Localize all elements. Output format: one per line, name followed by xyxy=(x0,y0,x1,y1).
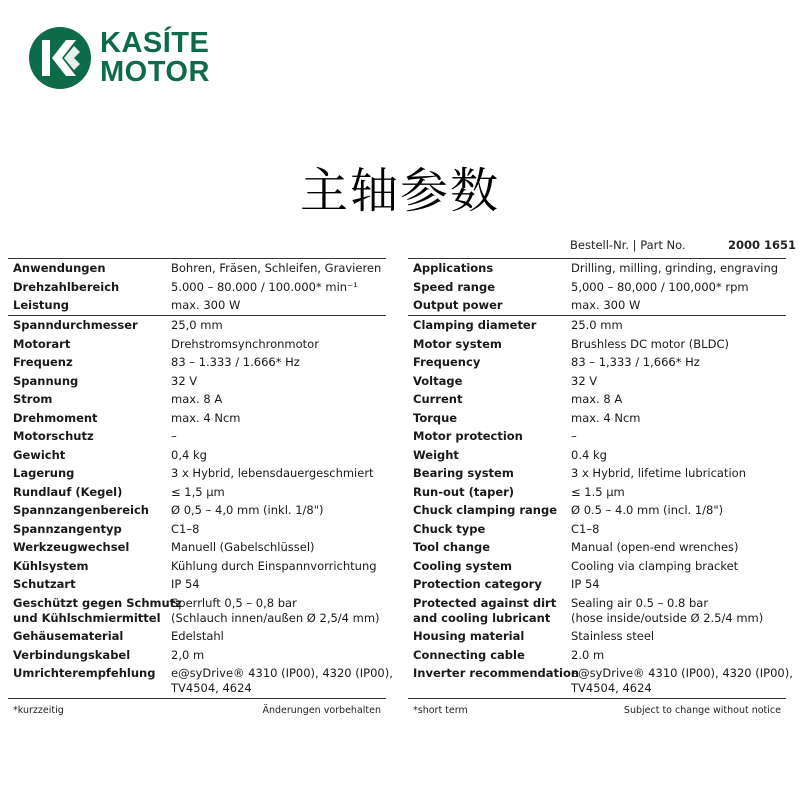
spec-value: max. 4 Ncm xyxy=(571,410,641,425)
spec-row xyxy=(408,374,786,389)
spec-label: Chuck clamping range xyxy=(413,503,558,517)
spec-label: Kühlsystem xyxy=(13,558,89,573)
spec-label: Drehmoment xyxy=(13,410,98,425)
part-number xyxy=(570,238,797,252)
spec-row xyxy=(408,355,786,370)
spec-label: Spannzangenbereich xyxy=(13,503,149,517)
spec-value: ≤ 1.5 µm xyxy=(571,484,625,499)
spec-value: 5.000 – 80.000 / 100.000* min⁻¹ xyxy=(171,279,358,294)
spec-value: – xyxy=(171,429,177,443)
spec-row xyxy=(408,448,786,463)
spec-row xyxy=(8,540,386,555)
spec-value: max. 300 W xyxy=(171,298,241,312)
spec-row xyxy=(408,280,786,295)
spec-row xyxy=(8,448,386,463)
spec-row xyxy=(8,392,386,407)
table-footnote xyxy=(408,699,786,716)
spec-row xyxy=(8,666,393,696)
spec-row xyxy=(408,485,786,500)
spec-label: Spannung xyxy=(13,373,79,388)
spec-label: Housing material xyxy=(413,629,525,643)
spec-value: IP 54 xyxy=(171,577,200,591)
spec-value: ≤ 1,5 µm xyxy=(171,484,225,499)
spec-row xyxy=(8,429,386,444)
spec-row xyxy=(8,466,386,481)
spec-value: Bohren, Fräsen, Schleifen, Gravieren xyxy=(171,261,382,275)
spec-value: 25,0 mm xyxy=(171,318,223,332)
spec-label: Anwendungen xyxy=(13,261,106,275)
spec-label: Output power xyxy=(413,298,503,312)
spec-value: Cooling via clamping bracket xyxy=(571,558,739,573)
spec-row xyxy=(408,648,786,663)
spec-value: Manual (open-end wrenches) xyxy=(571,540,739,554)
spec-value: 5,000 – 80,000 / 100,000* rpm xyxy=(571,279,749,294)
spec-value: C1–8 xyxy=(171,521,200,536)
spec-row xyxy=(408,318,786,333)
part-number-value: 2000 1651 xyxy=(728,238,797,252)
spec-label: Motorart xyxy=(13,336,71,351)
spec-label: Run-out (taper) xyxy=(413,484,515,499)
spec-row xyxy=(8,577,386,592)
spec-value: Ø 0,5 – 4,0 mm (inkl. 1/8") xyxy=(171,503,324,517)
spec-row xyxy=(8,280,386,295)
spec-label: Gewicht xyxy=(13,447,66,462)
spec-value: 2.0 m xyxy=(571,647,605,662)
spec-row xyxy=(8,374,386,389)
table-footnote xyxy=(8,699,386,716)
spec-value: Brushless DC motor (BLDC) xyxy=(571,336,729,351)
spec-row xyxy=(408,559,786,574)
spec-value: max. 300 W xyxy=(571,298,641,312)
spec-value: Kühlung durch Einspannvorrichtung xyxy=(171,558,377,573)
spec-label: Speed range xyxy=(413,279,495,294)
spec-label: Applications xyxy=(413,261,494,275)
spec-label: Geschützt gegen Schmutz und Kühlschmiermittel xyxy=(13,595,182,625)
spec-value: 3 x Hybrid, lifetime lubrication xyxy=(571,466,746,480)
spec-label: Voltage xyxy=(413,373,463,388)
spec-label: Protection category xyxy=(413,577,542,591)
spec-label: Drehzahlbereich xyxy=(13,279,120,294)
spec-value: 2,0 m xyxy=(171,647,205,662)
spec-row xyxy=(408,337,786,352)
spec-group xyxy=(408,259,786,315)
spec-label: Leistung xyxy=(13,298,70,312)
spec-value: Manuell (Gabelschlüssel) xyxy=(171,540,315,554)
spec-label: Frequenz xyxy=(13,355,73,369)
brand-logo xyxy=(28,26,210,90)
spec-label: Chuck type xyxy=(413,521,486,536)
spec-value: Edelstahl xyxy=(171,629,224,643)
spec-row xyxy=(8,298,386,313)
spec-value: 32 V xyxy=(171,373,198,388)
spec-row xyxy=(408,466,786,481)
spec-value: Stainless steel xyxy=(571,629,655,643)
spec-label: Current xyxy=(413,392,463,406)
spec-row xyxy=(8,411,386,426)
spec-label: Spanndurchmesser xyxy=(13,318,138,332)
spec-row xyxy=(8,318,386,333)
spec-value: e@syDrive® 4310 (IP00), 4320 (IP00), TV4504, 4624 xyxy=(171,666,393,695)
spec-label: Bearing system xyxy=(413,466,514,480)
spec-value: 0,4 kg xyxy=(171,447,207,462)
brand-name xyxy=(100,29,210,87)
spec-row xyxy=(408,429,786,444)
kasite-logo-icon xyxy=(28,26,92,90)
spec-row xyxy=(8,355,386,370)
spec-row xyxy=(408,261,786,276)
spec-label: Motor system xyxy=(413,336,502,351)
spec-row xyxy=(408,666,793,696)
brand-line-1: KASÍTE xyxy=(100,27,210,59)
spec-row xyxy=(8,629,386,644)
footnote-left: *short term xyxy=(413,705,468,716)
spec-value: 3 x Hybrid, lebensdauergeschmiert xyxy=(171,466,374,480)
spec-value: 83 – 1.333 / 1.666* Hz xyxy=(171,355,300,369)
spec-group xyxy=(408,316,793,698)
spec-value: 0.4 kg xyxy=(571,447,607,462)
spec-row xyxy=(408,577,786,592)
page-title: 主轴参数 xyxy=(299,163,500,219)
spec-label: Strom xyxy=(13,392,53,406)
spec-label: Umrichterempfehlung xyxy=(13,666,156,680)
spec-row xyxy=(8,261,386,276)
spec-value: 83 – 1,333 / 1,666* Hz xyxy=(571,355,700,369)
spec-value: – xyxy=(571,429,577,443)
spec-value: max. 8 A xyxy=(571,392,623,406)
spec-value: Ø 0.5 – 4.0 mm (incl. 1/8") xyxy=(571,503,724,517)
spec-label: Werkzeugwechsel xyxy=(13,540,130,554)
spec-label: Motorschutz xyxy=(13,429,94,443)
spec-value: max. 4 Ncm xyxy=(171,410,241,425)
spec-label: Verbindungskabel xyxy=(13,647,131,662)
spec-label: Clamping diameter xyxy=(413,318,537,332)
spec-label: Schutzart xyxy=(13,577,76,591)
spec-row xyxy=(408,392,786,407)
spec-label: Motor protection xyxy=(413,429,523,443)
spec-value: 25.0 mm xyxy=(571,318,623,332)
spec-label: Rundlauf (Kegel) xyxy=(13,484,123,499)
spec-label: Torque xyxy=(413,410,458,425)
spec-label: Tool change xyxy=(413,540,491,554)
spec-value: IP 54 xyxy=(571,577,600,591)
spec-label: Spannzangentyp xyxy=(13,521,122,536)
spec-table-english xyxy=(408,258,793,716)
spec-row xyxy=(8,522,386,537)
spec-value: C1–8 xyxy=(571,521,600,536)
spec-label: Cooling system xyxy=(413,558,513,573)
spec-label: Inverter recommendation xyxy=(413,666,580,680)
spec-label: Weight xyxy=(413,447,459,462)
spec-label: Lagerung xyxy=(13,466,75,480)
spec-row xyxy=(408,411,786,426)
spec-row xyxy=(8,648,386,663)
spec-row xyxy=(8,337,386,352)
spec-value: max. 8 A xyxy=(171,392,223,406)
footnote-right: Subject to change without notice xyxy=(623,705,781,716)
spec-row xyxy=(408,629,786,644)
spec-label: Frequency xyxy=(413,355,481,369)
spec-label: Protected against dirt and cooling lubricant xyxy=(413,595,557,625)
spec-value: Sperrluft 0,5 – 0,8 bar (Schlauch innen/außen Ø 2,5/4 mm) xyxy=(171,595,380,625)
spec-row xyxy=(408,503,786,518)
footnote-right: Änderungen vorbehalten xyxy=(262,705,381,716)
part-number-label: Bestell-Nr. | Part No. xyxy=(570,238,686,252)
spec-value: 32 V xyxy=(571,373,598,388)
spec-group xyxy=(8,259,386,315)
spec-value: e@syDrive® 4310 (IP00), 4320 (IP00), TV4504, 4624 xyxy=(571,666,793,695)
spec-label: Gehäusematerial xyxy=(13,629,124,643)
brand-line-2: MOTOR xyxy=(100,56,210,88)
spec-row xyxy=(8,503,386,518)
footnote-left: *kurzzeitig xyxy=(13,705,64,716)
spec-row xyxy=(408,540,786,555)
spec-row xyxy=(408,298,786,313)
spec-value: Sealing air 0.5 – 0.8 bar (hose inside/outside Ø 2.5/4 mm) xyxy=(571,595,764,625)
spec-group xyxy=(8,316,393,698)
spec-value: Drehstromsynchronmotor xyxy=(171,336,319,351)
spec-table-german xyxy=(8,258,393,716)
spec-value: Drilling, milling, grinding, engraving xyxy=(571,261,779,275)
spec-row xyxy=(8,596,386,626)
spec-row xyxy=(8,485,386,500)
spec-row xyxy=(408,596,786,626)
spec-label: Connecting cable xyxy=(413,647,525,662)
spec-row xyxy=(8,559,386,574)
spec-row xyxy=(408,522,786,537)
